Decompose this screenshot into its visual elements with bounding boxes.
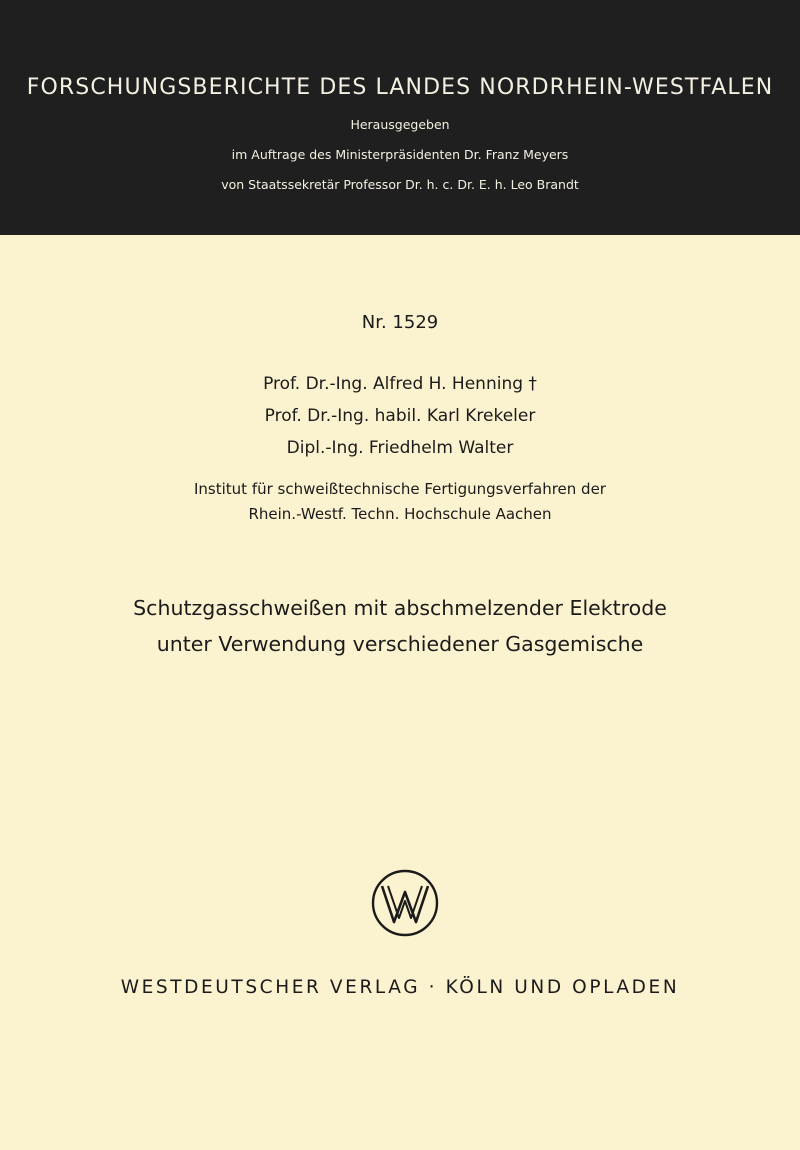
author-3: Dipl.-Ing. Friedhelm Walter: [286, 438, 514, 458]
ww-circle-logo-icon: [370, 868, 440, 938]
author-1: Prof. Dr.-Ing. Alfred H. Henning †: [263, 374, 537, 394]
author-2: Prof. Dr.-Ing. habil. Karl Krekeler: [264, 406, 536, 426]
report-title-line-2: unter Verwendung verschiedener Gasgemische: [156, 632, 644, 656]
publisher-name: WESTDEUTSCHER VERLAG · KÖLN UND OPLADEN: [120, 977, 680, 998]
institute-line-2: Rhein.-Westf. Techn. Hochschule Aachen: [248, 505, 552, 523]
commission-line: im Auftrage des Ministerpräsidenten Dr. Franz Meyers: [231, 147, 569, 162]
secretary-line: von Staatssekretär Professor Dr. h. c. Dr. E. h. Leo Brandt: [221, 177, 579, 192]
series-title: FORSCHUNGSBERICHTE DES LANDES NORDRHEIN-WESTFALEN: [26, 75, 774, 100]
series-header-band: [0, 0, 800, 235]
report-title-line-1: Schutzgasschweißen mit abschmelzender Elektrode: [133, 596, 667, 620]
institute-line-1: Institut für schweißtechnische Fertigungsverfahren der: [194, 480, 606, 498]
editor-line: Herausgegeben: [350, 117, 450, 132]
report-number: Nr. 1529: [361, 312, 439, 333]
